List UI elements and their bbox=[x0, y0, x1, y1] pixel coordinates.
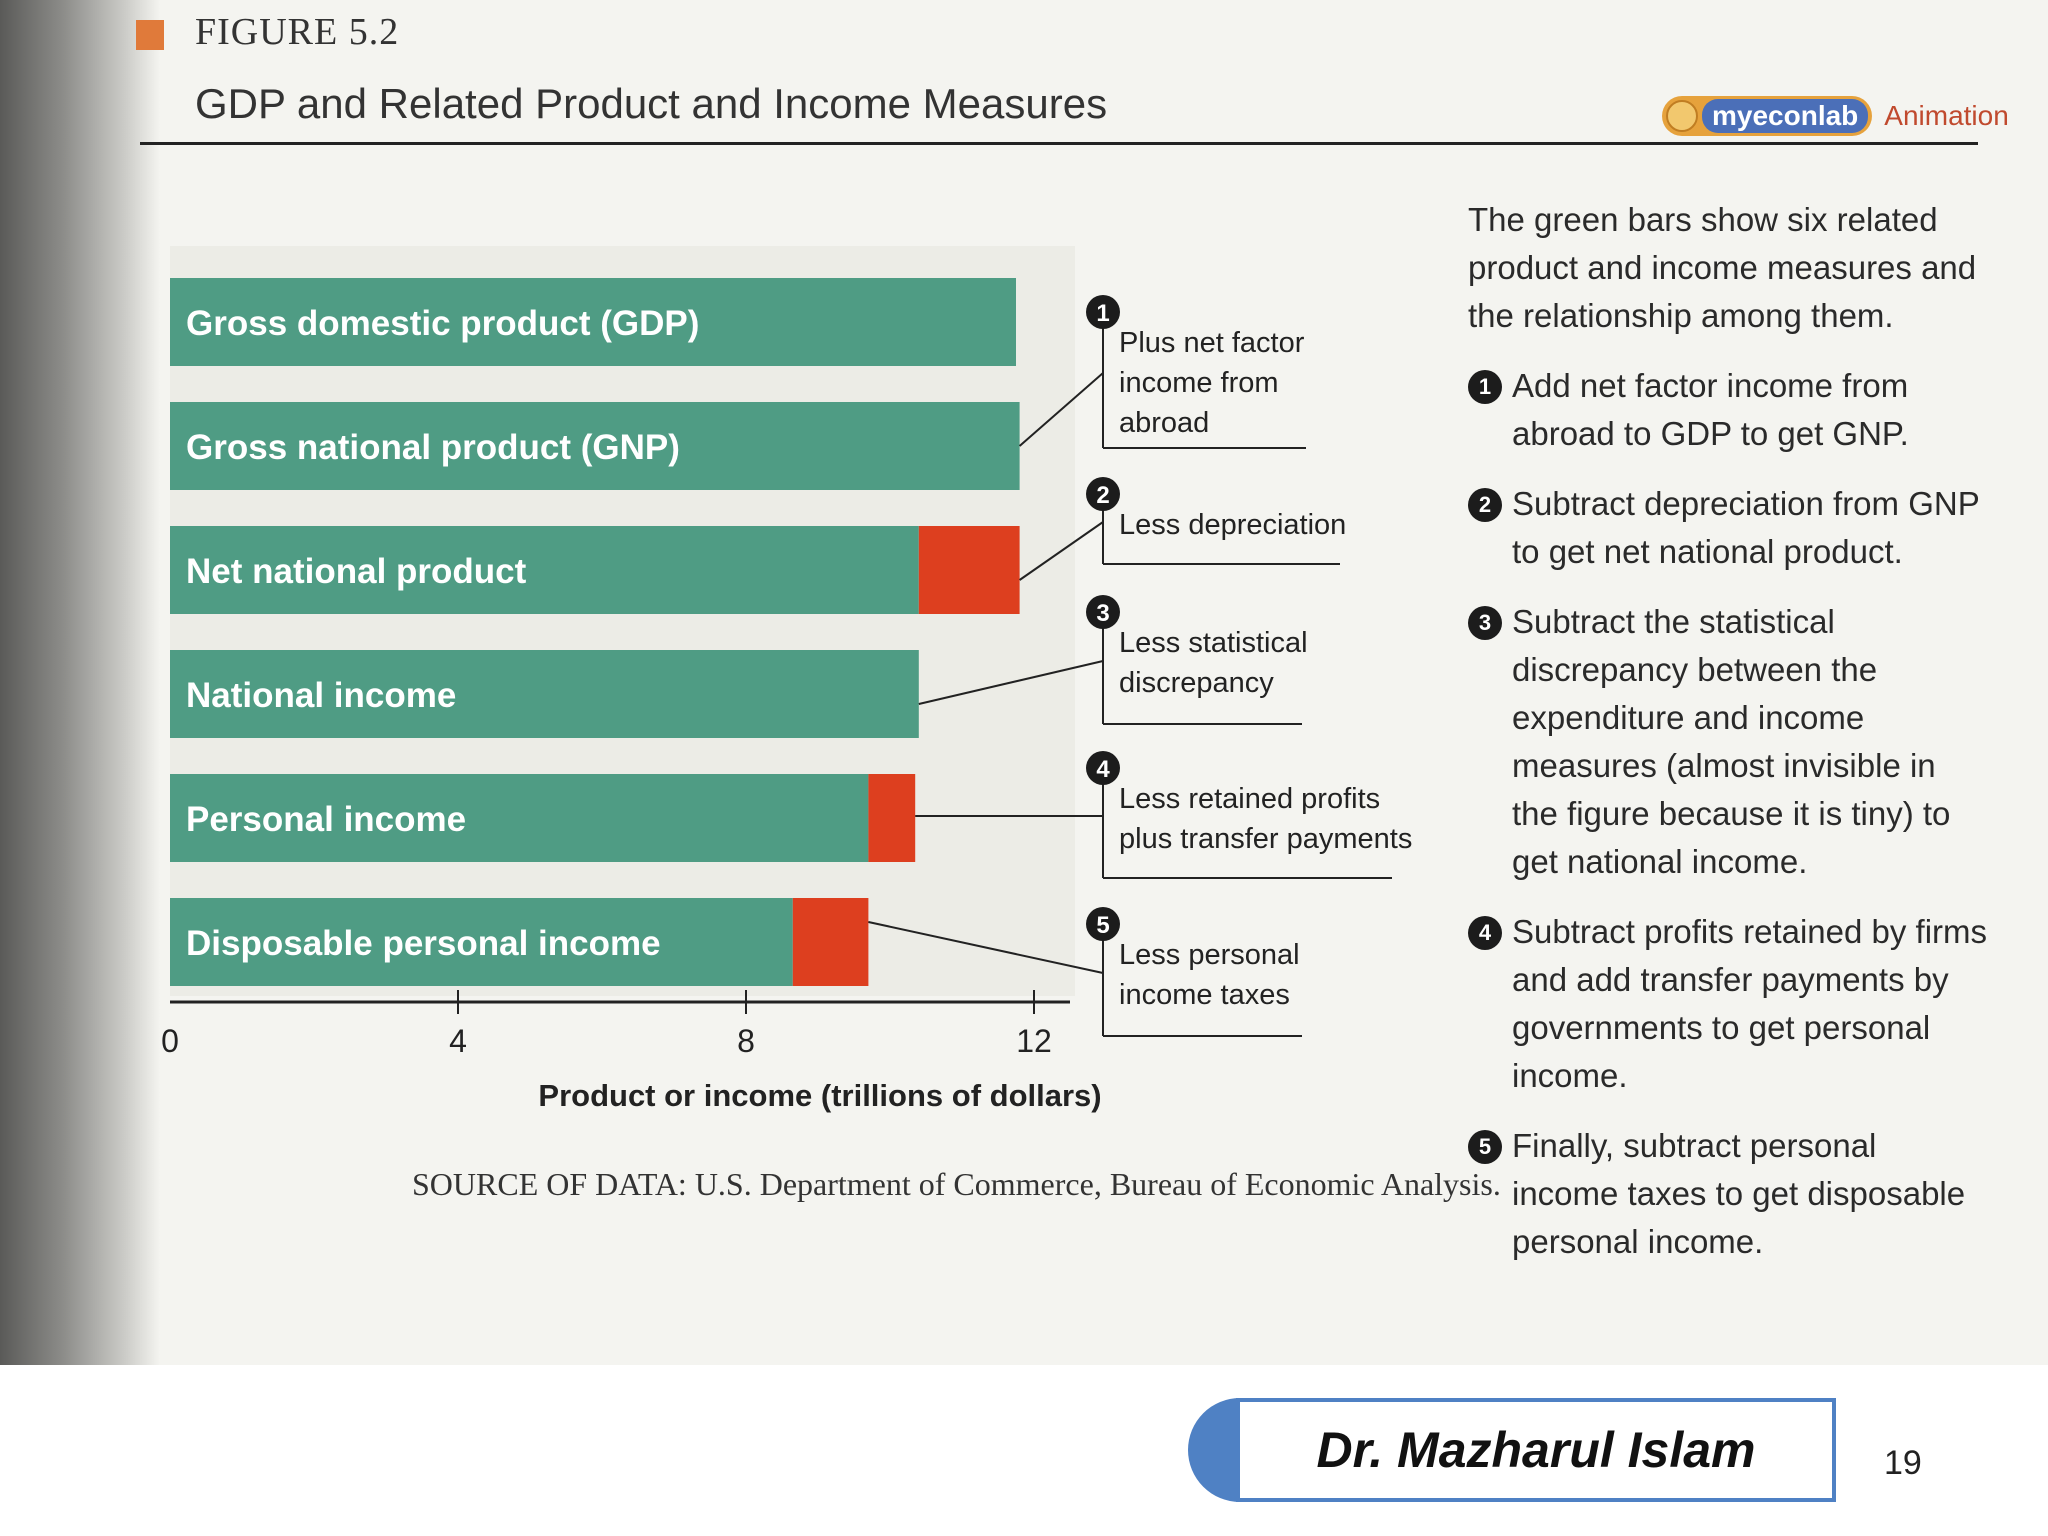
step-number-badge: 2 bbox=[1468, 488, 1502, 522]
explanation-intro: The green bars show six related product and income measures and the relationship among them. bbox=[1468, 201, 1977, 334]
bar-label: Net national product bbox=[186, 552, 527, 591]
x-axis-title: Product or income (trillions of dollars) bbox=[538, 1078, 1102, 1113]
bar-label: Gross domestic product (GDP) bbox=[186, 304, 700, 343]
callout-number: 4 bbox=[1096, 756, 1110, 783]
callout-text: abroad bbox=[1119, 407, 1210, 439]
callout-text: Less statistical bbox=[1119, 627, 1308, 659]
explanation-step-2 bbox=[1468, 480, 1988, 576]
bar-label: Gross national product (GNP) bbox=[186, 428, 680, 467]
callout-text: income taxes bbox=[1119, 979, 1290, 1011]
econlab-animation-label: Animation bbox=[1884, 100, 2009, 131]
explanation-step-1 bbox=[1468, 362, 1988, 458]
callout-number: 1 bbox=[1096, 300, 1110, 327]
page-number: 19 bbox=[1884, 1444, 1922, 1482]
bar-label: Personal income bbox=[186, 800, 467, 839]
callout-text: income from bbox=[1119, 367, 1279, 399]
callout-text: Less personal bbox=[1119, 939, 1300, 971]
callout-number: 2 bbox=[1096, 482, 1110, 509]
callout-number: 5 bbox=[1096, 912, 1110, 939]
step-number-badge: 5 bbox=[1468, 1130, 1502, 1164]
explanation-panel bbox=[1468, 196, 1988, 1288]
figure-label: FIGURE 5.2 bbox=[195, 11, 400, 53]
econlab-swirl-icon bbox=[1666, 100, 1698, 132]
econlab-badge bbox=[1662, 96, 1872, 136]
callout-text: Less retained profits bbox=[1119, 783, 1381, 815]
bar-label: Disposable personal income bbox=[186, 924, 661, 963]
bar-red-removed bbox=[919, 526, 1020, 614]
explanation-step-4 bbox=[1468, 908, 1988, 1100]
x-tick-label: 4 bbox=[449, 1023, 467, 1059]
x-tick-label: 0 bbox=[161, 1023, 179, 1059]
x-tick-label: 8 bbox=[737, 1023, 755, 1059]
bar-red-removed bbox=[868, 774, 915, 862]
explanation-step-5 bbox=[1468, 1122, 1988, 1266]
step-text: Subtract depreciation from GNP to get net national product. bbox=[1512, 485, 1980, 570]
callout-text: plus transfer payments bbox=[1119, 823, 1413, 855]
author-name: Dr. Mazharul Islam bbox=[1236, 1398, 1836, 1502]
figure-title: GDP and Related Product and Income Measures bbox=[195, 80, 1108, 127]
econlab-logo-text: myeconlab bbox=[1702, 99, 1868, 133]
step-text: Add net factor income from abroad to GDP to get GNP. bbox=[1512, 367, 1909, 452]
step-number-badge: 4 bbox=[1468, 916, 1502, 950]
source-note: SOURCE OF DATA: U.S. Department of Commerce, Bureau of Economic Analysis. bbox=[412, 1166, 1501, 1202]
step-text: Finally, subtract personal income taxes to get disposable personal income. bbox=[1512, 1127, 1966, 1260]
callout-text: discrepancy bbox=[1119, 667, 1274, 699]
step-text: Subtract profits retained by firms and add transfer payments by governments to get personal income. bbox=[1512, 913, 1988, 1094]
explanation-step-3 bbox=[1468, 598, 1988, 886]
callout-text: Less depreciation bbox=[1119, 509, 1347, 541]
callout-text: Plus net factor bbox=[1119, 327, 1305, 359]
step-text: Subtract the statistical discrepancy between the expenditure and income measures (almost invisible in the figure because it is tiny) to get national income. bbox=[1512, 603, 1951, 880]
callout-number: 3 bbox=[1096, 600, 1110, 627]
step-number-badge: 3 bbox=[1468, 606, 1502, 640]
bar-label: National income bbox=[186, 676, 457, 715]
x-tick-label: 12 bbox=[1016, 1023, 1052, 1059]
econlab-logo bbox=[1662, 96, 2009, 136]
step-number-badge: 1 bbox=[1468, 370, 1502, 404]
bar-red-removed bbox=[793, 898, 869, 986]
